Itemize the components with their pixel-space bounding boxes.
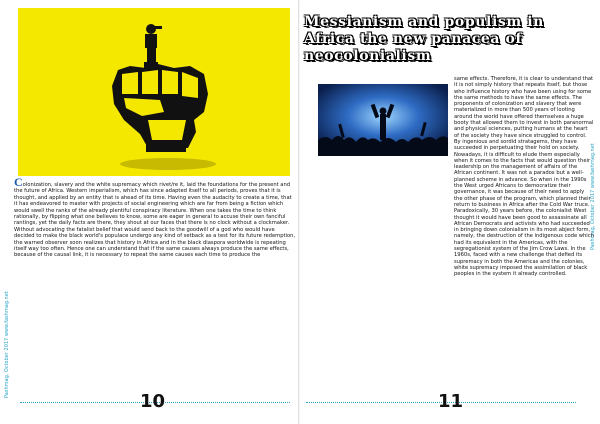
right-body-text: same effects. Therefore, it is clear to understand that it is not simply history that repeats itself, but those who influence history who have been using for some the same methods to have the same effects. The proponents of colonization and slavery that were materialized in more than 500 years of looting around the world have offered themselves a huge booty that allowed them to invest in both paranormal and physical sciences, putting humans at the heart of the society they have since struggled to control. By ingenious and sordid stratagems, they have succeeded in perpetuating their hold on society. Nowadays, it is difficult to elude them especially when it comes to the facts that would question their leadership on the management of affairs of the African continent. It was not a paradox but a well-planned scheme in advance. So when in the 1990s the West urged Africans to democratize their governance, it was because of their need to apply the other phase of the program, which planned their return to business in Africa after the Cold War truce. Paradoxically, 30 years before, the colonialist West thought it would have been good to assassinate all African Democrats and activists who had succeeded in bringing down colonialism in its most abject form, namely, the destruction of the indigenous code which had its equivalent in the Americas, with the segregationist system of the Jim Crow Laws. In the 1960s, faced with a new challenge that defied its supremacy in both the Americas and the colonies, white supremacy imposed the assimilation of black peoples in the system it already controlled. (454, 76, 594, 278)
drop-cap: C (14, 178, 23, 189)
fist-icon (112, 64, 208, 152)
standing-figure-icon (144, 24, 162, 68)
right-article-column (454, 76, 594, 396)
fist-shadow (120, 158, 216, 170)
left-article-column (14, 178, 296, 400)
left-sidebar-label: Pashmag, October 2017 www.fashmag.net (4, 291, 10, 398)
article-title: Messianism and populism in Africa the new panacea of neocolonialism (304, 14, 544, 64)
page-number-left: 10 (140, 391, 166, 412)
crowd-photo (318, 84, 448, 156)
raised-fist-illustration (18, 8, 290, 176)
right-sidebar-label: Pashmag, October 2017 www.fashmag.net (590, 143, 596, 250)
left-body-text: olonization, slavery and the white supremacy which rivet/re it, laid the foundations for the present and the future of Africa. Western imperialism, which has since adapted itself to all periods, proves that it is thought, and applied by an entity that is ahead of its time. Having even the audacity to create a time, that it has endeavored to master with projects of social engineering which are far from being a fiction which would swell the ranks of the already plentiful conspiracy literature. When one takes the time to think rationally, by flipping what one believes to know, some are eager in general to accuse their own fanciful rantings, yet the daily facts are there, they shout at our faces that there is no clock without a clockmaker. Without advocating the fatalist belief that would send back to the goodwill of a god who would have decided to make the black world's populace undergo any kind of setback as a test for its future redemption, the warned observer soon realizes that history in Africa and in the black diaspora worldwide is repeating itself way too often. Hence one can understand that if the same causes always produce the same effects, because of the causal link, it is necessary to repeat the same causes each time to produce the (14, 182, 296, 259)
page-number-right: 11 (438, 391, 464, 412)
